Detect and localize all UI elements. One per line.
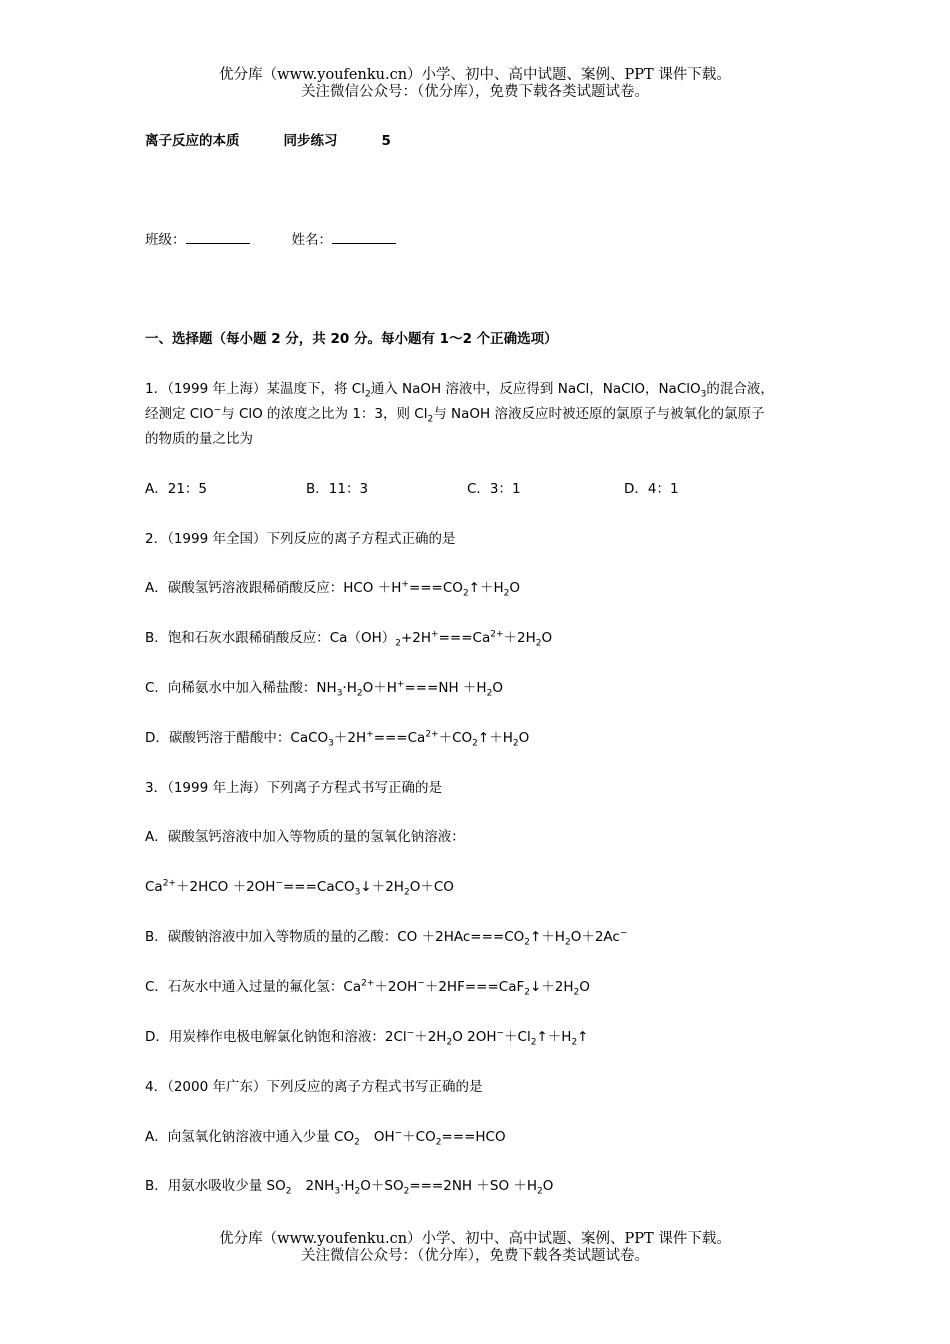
q3-d-text: O 2OH <box>452 1029 497 1045</box>
section-heading: 一、选择题（每小题 2 分，共 20 分。每小题有 1～2 个正确选项） <box>145 331 558 347</box>
q1-text-f: 与 NaOH 溶液反应时被还原的氯原子与被氧化的氯原子 <box>433 406 765 422</box>
superscript: 2+ <box>361 978 375 989</box>
q1-text-b: 通入 NaOH 溶液中，反应得到 NaCl，NaClO，NaClO <box>370 381 701 397</box>
q2-b-text: +2H <box>400 630 432 646</box>
subscript: 3 <box>336 688 343 699</box>
q2-d-text: ＋CO <box>438 730 473 746</box>
header-line-2: 关注微信公众号：（优分库），免费下载各类试题试卷。 <box>301 84 649 100</box>
q3-c-text: ↓＋2H <box>529 979 574 995</box>
q1-option-d[interactable]: D．4：1 <box>624 481 679 497</box>
q3-d-text: ＋Cl <box>504 1029 531 1045</box>
superscript: − <box>394 1128 403 1139</box>
subscript: 2 <box>356 688 363 699</box>
q4-b-text: ·H <box>340 1178 355 1194</box>
q1-text-c: 的混合液， <box>706 381 774 397</box>
subscript: 2 <box>530 1037 537 1048</box>
q2-b-text: O <box>541 630 553 646</box>
q1-option-b[interactable]: B．11：3 <box>306 481 369 497</box>
q3-c-text: ＋2OH <box>374 979 418 995</box>
subscript: 2 <box>571 1037 578 1048</box>
q2-a-text: A．碳酸氢钙溶液跟稀硝酸反应：HCO ＋H <box>145 580 402 596</box>
q2-b-text: ===Ca <box>438 630 491 646</box>
q3-b-text: B．碳酸钠溶液中加入等物质的量的乙酸：CO ＋2HAc===CO <box>145 929 525 945</box>
subscript: 2 <box>354 1186 361 1197</box>
superscript: + <box>366 729 374 740</box>
header-line-1: 优分库（www.youfenku.cn）小学、初中、高中试题、案例、PPT 课件下载。 <box>219 67 731 83</box>
page-footer <box>0 1231 950 1265</box>
q3-d-text: ＋2H <box>414 1029 447 1045</box>
footer-line-2: 关注微信公众号：（优分库），免费下载各类试题试卷。 <box>301 1248 649 1264</box>
q3-d-text: D．用炭棒作电极电解氯化钠饱和溶液：2Cl <box>145 1029 407 1045</box>
subscript: 2 <box>486 688 493 699</box>
subscript: 2 <box>446 1037 453 1048</box>
subscript: 2 <box>395 638 401 649</box>
subscript: 2 <box>535 638 542 649</box>
superscript: − <box>417 978 425 989</box>
q4-option-b[interactable] <box>145 1174 554 1197</box>
q4-b-text: O＋SO <box>360 1178 404 1194</box>
q4-b-text: B．用氨水吸收少量 SO <box>145 1178 286 1194</box>
subscript: 2 <box>435 1137 442 1148</box>
q2-b-text: B．饱和石灰水跟稀硝酸反应：Ca（OH） <box>145 630 396 646</box>
superscript: − <box>275 878 283 889</box>
superscript: − <box>619 928 628 939</box>
q3-a-text: ===CaCO <box>282 879 355 895</box>
q3-stem: 3．（1999 年上海）下列离子方程式书写正确的是 <box>145 780 442 796</box>
title-topic: 离子反应的本质 <box>145 133 240 149</box>
q3-b-text: O＋2Ac <box>570 929 620 945</box>
q3-a-text: ＋2HCO ＋2OH <box>175 879 276 895</box>
superscript: − <box>496 1028 505 1039</box>
q2-c-text: C．向稀氨水中加入稀盐酸：NH <box>145 680 337 696</box>
q2-a-text: ===CO <box>408 580 463 596</box>
q2-d-text: O <box>518 730 530 746</box>
class-label: 班级： <box>145 232 186 248</box>
name-blank <box>332 231 396 244</box>
q2-option-b[interactable] <box>145 626 553 649</box>
q2-option-c[interactable] <box>145 676 503 699</box>
subscript: 2 <box>472 738 478 749</box>
q4-option-a[interactable] <box>145 1125 506 1148</box>
title-number: 5 <box>381 133 391 149</box>
q2-a-text: O <box>509 580 521 596</box>
q3-c-text: C．石灰水中通入过量的氟化氢：Ca <box>145 979 362 995</box>
superscript: − <box>213 405 222 416</box>
page-header <box>0 67 950 101</box>
subscript: 2 <box>573 987 580 998</box>
q2-d-text: ===Ca <box>373 730 426 746</box>
superscript: + <box>401 579 409 590</box>
student-info <box>145 228 396 248</box>
subscript: 2 <box>285 1186 292 1197</box>
q3-option-c[interactable] <box>145 975 590 998</box>
q3-c-text: O <box>579 979 590 995</box>
subscript: 2 <box>512 738 519 749</box>
q2-option-d[interactable] <box>145 726 530 749</box>
q4-a-text: OH <box>373 1129 395 1145</box>
q3-a-text: ↓＋2H <box>360 879 404 895</box>
superscript: 2+ <box>162 878 176 889</box>
footer-line-1: 优分库（www.youfenku.cn）小学、初中、高中试题、案例、PPT 课件下载。 <box>219 1231 731 1247</box>
q2-stem: 2．（1999 年全国）下列反应的离子方程式正确的是 <box>145 531 456 547</box>
q4-a-text: ＋CO <box>402 1129 436 1145</box>
superscript: − <box>406 1028 415 1039</box>
subscript: 3 <box>328 738 334 749</box>
q4-a-text: A．向氢氧化钠溶液中通入少量 CO <box>145 1129 355 1145</box>
superscript: 2+ <box>425 729 439 740</box>
superscript: 2+ <box>490 629 504 640</box>
q2-c-text: ·H <box>342 680 357 696</box>
subscript: 2 <box>403 887 410 898</box>
superscript: + <box>431 629 439 640</box>
q1-option-c[interactable]: C．3：1 <box>467 481 521 497</box>
q2-d-text: ＋2H <box>333 730 367 746</box>
q1-text-e: 与 ClO 的浓度之比为 1：3，则 Cl <box>221 406 428 422</box>
subscript: 2 <box>354 1137 360 1148</box>
subscript: 2 <box>462 588 469 599</box>
q3-a-text: Ca <box>145 879 163 895</box>
subscript: 3 <box>700 389 707 400</box>
q1-text-d: 经测定 ClO <box>145 406 214 422</box>
document-title <box>145 129 391 149</box>
q3-option-b[interactable] <box>145 925 628 948</box>
subscript: 2 <box>524 987 530 998</box>
q2-a-text: ↑＋H <box>468 580 504 596</box>
subscript: 2 <box>503 588 510 599</box>
q2-c-text: ===NH ＋H <box>404 680 487 696</box>
subscript: 3 <box>334 1186 341 1197</box>
q3-d-text: ↑＋H <box>536 1029 572 1045</box>
q2-d-text: ↑＋H <box>477 730 513 746</box>
subscript: 3 <box>354 887 361 898</box>
class-blank <box>186 231 250 244</box>
q4-stem: 4．（2000 年广东）下列反应的离子方程式书写正确的是 <box>145 1079 483 1095</box>
superscript: + <box>396 679 405 690</box>
q2-c-text: O <box>492 680 503 696</box>
q3-option-a-equation <box>145 875 454 898</box>
name-label: 姓名： <box>291 232 332 248</box>
q1-option-a[interactable]: A．21：5 <box>145 481 208 497</box>
q3-c-text: ＋2HF===CaF <box>424 979 525 995</box>
q1-text-a: 1．（1999 年上海）某温度下，将 Cl <box>145 381 365 397</box>
q3-d-text: ↑ <box>577 1029 589 1045</box>
q4-b-text: O <box>542 1178 554 1194</box>
q1-line-3: 的物质的量之比为 <box>145 431 253 447</box>
q2-d-text: D．碳酸钙溶于醋酸中：CaCO <box>145 730 329 746</box>
subscript: 2 <box>524 937 530 948</box>
q3-option-d[interactable] <box>145 1025 589 1048</box>
q2-option-a[interactable] <box>145 576 521 599</box>
q2-b-text: ＋2H <box>503 630 536 646</box>
subscript: 2 <box>564 937 571 948</box>
q1-options <box>145 477 845 495</box>
q4-b-text: ===2NH ＋SO ＋H <box>409 1178 538 1194</box>
q4-a-text: ===HCO <box>441 1129 506 1145</box>
subscript: 2 <box>537 1186 543 1197</box>
q3-b-text: ↑＋H <box>530 929 565 945</box>
q3-option-a[interactable]: A．碳酸氢钙溶液中加入等物质的量的氢氧化钠溶液： <box>145 829 465 845</box>
subscript: 2 <box>427 414 434 425</box>
q1-line-1 <box>145 377 774 400</box>
q3-a-text: O＋CO <box>409 879 454 895</box>
subscript: 2 <box>364 389 371 400</box>
q2-c-text: O＋H <box>362 680 397 696</box>
title-kind: 同步练习 <box>283 133 338 149</box>
subscript: 2 <box>403 1186 410 1197</box>
q4-b-text: 2NH <box>305 1178 335 1194</box>
q1-line-2 <box>145 402 765 425</box>
